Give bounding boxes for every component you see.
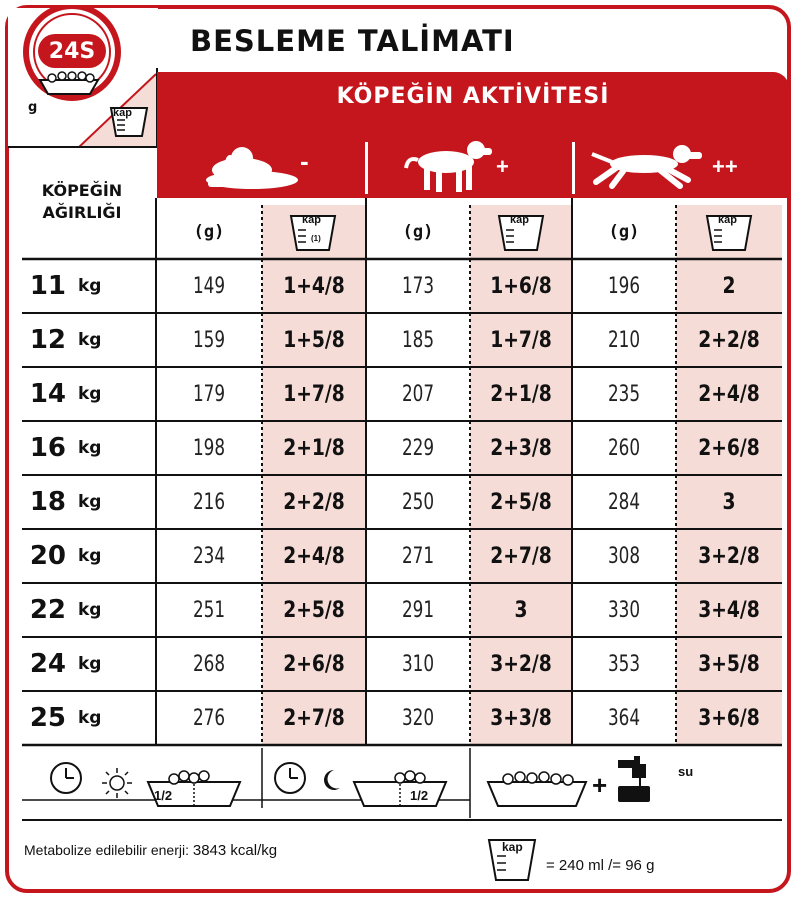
mid-gram-cell: 291	[401, 597, 435, 623]
low-gram-cell: 268	[192, 651, 226, 677]
mid-cup-cell: 1+6/8	[490, 273, 552, 299]
table-row	[0, 367, 800, 421]
moon-icon	[320, 768, 342, 792]
low-gram-cell: 198	[192, 435, 226, 461]
high-gram-cell: 364	[607, 705, 641, 731]
high-cup-cell: 3+4/8	[698, 597, 760, 623]
page-title: BESLEME TALİMATI	[190, 24, 515, 58]
mid-gram-cell: 250	[401, 489, 435, 515]
mid-cup-cell: 2+1/8	[490, 381, 552, 407]
food-bowl-icon	[484, 770, 590, 810]
weight-value: 22	[29, 595, 66, 625]
clock-icon	[270, 760, 310, 800]
evening-half-label: 1/2	[410, 788, 429, 803]
high-cup-cell: 3+6/8	[698, 705, 760, 731]
weight-unit: kg	[78, 384, 102, 404]
weight-value: 25	[29, 703, 66, 733]
weight-unit: kg	[78, 438, 102, 458]
cup-equivalence: = 240 ml /= 96 g	[546, 857, 655, 874]
mid-cup-cell: 1+7/8	[490, 327, 552, 353]
weight-unit: kg	[78, 546, 102, 566]
medium-activity-label: +	[496, 154, 509, 179]
high-cup-cell: 3	[722, 489, 736, 515]
table-row	[0, 691, 800, 745]
high-gram-cell: 196	[607, 273, 641, 299]
morning-half-label: 1/2	[154, 788, 173, 803]
sun-icon	[100, 766, 134, 800]
weight-value: 12	[29, 325, 66, 355]
table-row	[0, 421, 800, 475]
weight-value: 20	[29, 541, 66, 571]
table-row	[0, 637, 800, 691]
weight-unit: kg	[78, 330, 102, 350]
energy-label: Metabolize edilebilir enerji:	[24, 842, 189, 858]
high-cup-cell: 3+5/8	[698, 651, 760, 677]
mid-gram-cell: 207	[401, 381, 435, 407]
low-gram-cell: 234	[192, 543, 226, 569]
low-cup-cell: 2+5/8	[283, 597, 345, 623]
kibble-size-badge: 24S	[48, 38, 96, 64]
low-gram-cell: 179	[192, 381, 226, 407]
low-activity-label: -	[300, 146, 309, 176]
high-gram-cell: 284	[607, 489, 641, 515]
low-cup-cell: 1+7/8	[283, 381, 345, 407]
high-gram-header: (g)	[608, 222, 640, 242]
low-gram-cell: 251	[192, 597, 226, 623]
weight-unit: kg	[78, 654, 102, 674]
mid-gram-cell: 229	[401, 435, 435, 461]
plus-sign: +	[592, 770, 608, 800]
table-row	[0, 529, 800, 583]
low-cup-cell: 2+7/8	[283, 705, 345, 731]
weight-value: 14	[29, 379, 66, 409]
high-gram-cell: 235	[607, 381, 641, 407]
energy-info	[24, 842, 277, 859]
clock-icon	[46, 760, 86, 800]
high-gram-cell: 210	[607, 327, 641, 353]
mid-cup-cell: 3	[514, 597, 528, 623]
high-cup-cell: 2	[722, 273, 736, 299]
weight-title-line1: KÖPEĞİN	[41, 181, 123, 200]
high-gram-cell: 353	[607, 651, 641, 677]
table-row	[0, 583, 800, 637]
weight-unit: kg	[78, 708, 102, 728]
table-row	[0, 475, 800, 529]
water-label: su	[678, 764, 694, 779]
mid-gram-cell: 271	[401, 543, 435, 569]
mid-gram-cell: 310	[401, 651, 435, 677]
mid-cup-cell: 2+5/8	[490, 489, 552, 515]
activity-title: KÖPEĞİN AKTİVİTESİ	[336, 84, 610, 109]
cup-header-label: kap	[718, 214, 737, 226]
low-cup-cell: 2+4/8	[283, 543, 345, 569]
water-tap-icon	[614, 756, 656, 806]
energy-value: 3843 kcal/kg	[192, 842, 278, 859]
weight-unit: kg	[78, 276, 102, 296]
weight-title-line2: AĞIRLIĞI	[42, 203, 122, 222]
high-activity-label: ++	[712, 154, 738, 179]
corner-cup-label: kap	[113, 107, 132, 119]
high-cup-cell: 2+6/8	[698, 435, 760, 461]
low-gram-cell: 149	[192, 273, 226, 299]
mid-cup-cell: 2+7/8	[490, 543, 552, 569]
weight-value: 24	[29, 649, 66, 679]
high-cup-cell: 2+4/8	[698, 381, 760, 407]
low-cup-cell: 2+1/8	[283, 435, 345, 461]
mid-cup-cell: 2+3/8	[490, 435, 552, 461]
mid-gram-cell: 320	[401, 705, 435, 731]
low-cup-cell: 1+5/8	[283, 327, 345, 353]
weight-value: 16	[29, 433, 66, 463]
weight-value: 11	[29, 271, 66, 301]
low-gram-header: (g)	[193, 222, 225, 242]
table-row	[0, 259, 800, 313]
mid-gram-cell: 173	[401, 273, 435, 299]
mid-gram-cell: 185	[401, 327, 435, 353]
weight-unit: kg	[78, 600, 102, 620]
table-row	[0, 313, 800, 367]
low-cup-cell: 2+6/8	[283, 651, 345, 677]
high-gram-cell: 330	[607, 597, 641, 623]
high-cup-cell: 3+2/8	[698, 543, 760, 569]
weight-unit: kg	[78, 492, 102, 512]
high-gram-cell: 260	[607, 435, 641, 461]
footer-cup-label: kap	[502, 840, 523, 854]
low-cup-cell: 2+2/8	[283, 489, 345, 515]
low-gram-cell: 276	[192, 705, 226, 731]
cup-header-label: kap	[302, 214, 321, 226]
corner-gram-label: g	[28, 100, 38, 115]
mid-cup-cell: 3+2/8	[490, 651, 552, 677]
weight-value: 18	[29, 487, 66, 517]
cup-one-label: (1)	[311, 234, 321, 243]
mid-gram-header: (g)	[402, 222, 434, 242]
high-cup-cell: 2+2/8	[698, 327, 760, 353]
mid-cup-cell: 3+3/8	[490, 705, 552, 731]
high-gram-cell: 308	[607, 543, 641, 569]
low-cup-cell: 1+4/8	[283, 273, 345, 299]
cup-header-label: kap	[510, 214, 529, 226]
low-gram-cell: 159	[192, 327, 226, 353]
food-bowl-icon	[350, 768, 450, 810]
low-gram-cell: 216	[192, 489, 226, 515]
